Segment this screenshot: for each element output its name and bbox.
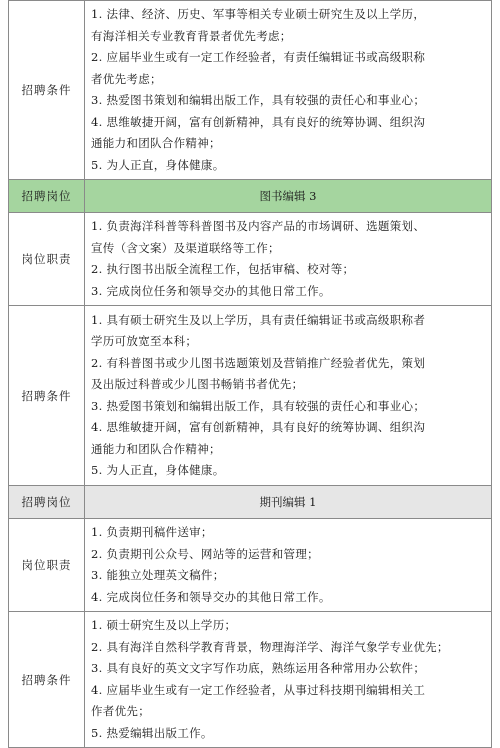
row-label: 招聘条件 xyxy=(9,612,85,748)
row-label: 招聘条件 xyxy=(9,1,85,180)
content-line: 2. 执行图书出版全流程工作，包括审稿、校对等； xyxy=(91,262,355,276)
table-body xyxy=(9,1,492,748)
content-line: 通能力和团队合作精神； xyxy=(91,441,221,456)
content-line: 4. 思维敏捷开阔，富有创新精神，具有良好的统筹协调、组织沟 xyxy=(91,114,426,129)
content-line: 通能力和团队合作精神； xyxy=(91,136,221,150)
content-line: 学历可放宽至本科； xyxy=(91,334,198,348)
position-title: 图书编辑 3 xyxy=(85,180,492,213)
content-line: 4. 应届毕业生或有一定工作经验者，从事过科技期刊编辑相关工 xyxy=(91,682,426,697)
content-line: 2. 应届毕业生或有一定工作经验者，有责任编辑证书或高级职称 xyxy=(91,50,426,64)
position-header-label: 招聘岗位 xyxy=(9,180,85,213)
content-line: 3. 具有良好的英文文字写作功底，熟练运用各种常用办公软件； xyxy=(91,661,426,675)
table-row xyxy=(9,306,492,486)
row-content xyxy=(85,612,492,748)
position-header-row xyxy=(9,180,492,213)
content-line: 作者优先； xyxy=(91,704,150,718)
position-header-label: 招聘岗位 xyxy=(9,486,85,519)
content-line: 有海洋相关专业教育背景者优先考虑； xyxy=(91,28,292,43)
content-line: 3. 热爱图书策划和编辑出版工作，具有较强的责任心和事业心； xyxy=(91,93,426,107)
content-line: 及出版过科普或少儿图书畅销书者优先； xyxy=(91,377,304,391)
content-line: 1. 具有硕士研究生及以上学历，具有责任编辑证书或高级职称者 xyxy=(91,312,426,327)
content-line: 2. 有科普图书或少儿图书选题策划及营销推广经验者优先，策划 xyxy=(91,355,426,370)
row-content xyxy=(85,519,492,612)
content-line: 5. 为人正直，身体健康。 xyxy=(91,463,225,477)
table-row xyxy=(9,612,492,748)
content-line: 2. 具有海洋自然科学教育背景，物理海洋学、海洋气象学专业优先； xyxy=(91,639,449,654)
content-line: 4. 思维敏捷开阔，富有创新精神，具有良好的统筹协调、组织沟 xyxy=(91,420,426,434)
content-line: 2. 负责期刊公众号、网站等的运营和管理； xyxy=(91,546,319,561)
content-line: 3. 热爱图书策划和编辑出版工作，具有较强的责任心和事业心； xyxy=(91,398,426,413)
content-line: 5. 为人正直，身体健康。 xyxy=(91,157,225,172)
position-header-row xyxy=(9,486,492,519)
content-line: 5. 热爱编辑出版工作。 xyxy=(91,725,213,740)
content-line: 1. 法律、经济、历史、军事等相关专业硕士研究生及以上学历， xyxy=(91,7,426,21)
content-line: 1. 负责期刊稿件送审； xyxy=(91,525,213,539)
content-line: 1. 硕士研究生及以上学历； xyxy=(91,618,237,632)
row-label: 招聘条件 xyxy=(9,306,85,486)
content-line: 3. 能独立处理英文稿件； xyxy=(91,568,225,582)
content-line: 者优先考虑； xyxy=(91,71,162,86)
content-line: 1. 负责海洋科普等科普图书及内容产品的市场调研、选题策划、 xyxy=(91,219,426,233)
job-requirements-table xyxy=(8,0,492,748)
content-line: 宣传（含文案）及渠道联络等工作； xyxy=(91,240,280,255)
row-content xyxy=(85,213,492,306)
row-content xyxy=(85,1,492,180)
table-row xyxy=(9,213,492,306)
table-row xyxy=(9,1,492,180)
position-title: 期刊编辑 1 xyxy=(85,486,492,519)
row-content xyxy=(85,306,492,486)
table-row xyxy=(9,519,492,612)
content-line: 3. 完成岗位任务和领导交办的其他日常工作。 xyxy=(91,283,331,298)
content-line: 4. 完成岗位任务和领导交办的其他日常工作。 xyxy=(91,589,331,604)
row-label: 岗位职责 xyxy=(9,213,85,306)
row-label: 岗位职责 xyxy=(9,519,85,612)
